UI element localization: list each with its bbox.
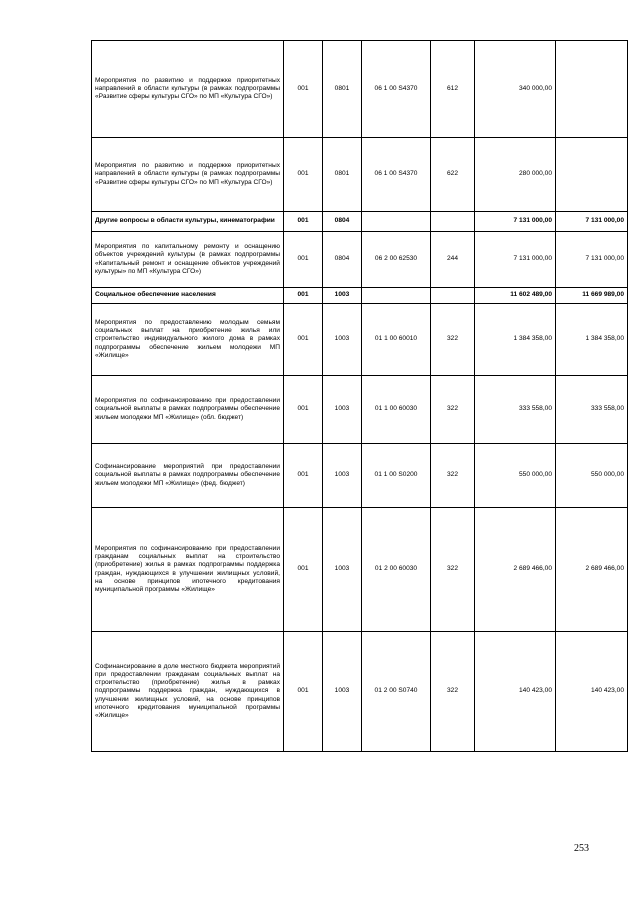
target-article-cell: 01 1 00 60010: [362, 304, 431, 376]
expense-type-cell: [431, 288, 475, 304]
ministry-code-cell: 001: [284, 304, 323, 376]
expense-type-cell: 322: [431, 632, 475, 752]
expense-type-cell: 322: [431, 376, 475, 444]
amount-cell: 333 558,00: [475, 376, 556, 444]
target-article-cell: 06 2 00 62530: [362, 232, 431, 288]
table-row: [92, 212, 628, 232]
row-name-cell: Мероприятия по развитию и поддержке приоритетных направлений в области культуры (в рамках подпрограммы «Развитие сферы культуры СГО» по МП «Культура СГО»): [92, 138, 284, 212]
table-row: [92, 232, 628, 288]
amount-cell-2: 7 131 000,00: [556, 232, 628, 288]
row-name-cell: Мероприятия по развитию и поддержке приоритетных направлений в области культуры (в рамках подпрограммы «Развитие сферы культуры СГО» по МП «Культура СГО»): [92, 41, 284, 138]
table-row: [92, 288, 628, 304]
ministry-code-cell: 001: [284, 444, 323, 508]
row-name-cell: Мероприятия по софинансированию при предоставлении социальной выплаты в рамках подпрограммы обеспечение жильем молодежи МП «Жилище» (обл. бюджет): [92, 376, 284, 444]
amount-cell-2: [556, 138, 628, 212]
section-code-cell: 1003: [323, 288, 362, 304]
amount-cell-2: 1 384 358,00: [556, 304, 628, 376]
expense-type-cell: 322: [431, 444, 475, 508]
row-name-cell: Софинансирование мероприятий при предоставлении социальной выплаты в рамках подпрограммы обеспечение жильем молодежи МП «Жилище» (фед. бюджет): [92, 444, 284, 508]
ministry-code-cell: 001: [284, 41, 323, 138]
expense-type-cell: 322: [431, 304, 475, 376]
table-row: [92, 138, 628, 212]
table-row: [92, 304, 628, 376]
ministry-code-cell: 001: [284, 632, 323, 752]
amount-cell-2: 140 423,00: [556, 632, 628, 752]
expense-type-cell: 622: [431, 138, 475, 212]
table-row: [92, 376, 628, 444]
target-article-cell: 01 1 00 S0200: [362, 444, 431, 508]
amount-cell-2: 333 558,00: [556, 376, 628, 444]
target-article-cell: 01 1 00 60030: [362, 376, 431, 444]
ministry-code-cell: 001: [284, 508, 323, 632]
ministry-code-cell: 001: [284, 376, 323, 444]
amount-cell-2: 7 131 000,00: [556, 212, 628, 232]
target-article-cell: 06 1 00 S4370: [362, 41, 431, 138]
row-name-cell: Социальное обеспечение населения: [92, 288, 284, 304]
ministry-code-cell: 001: [284, 232, 323, 288]
section-code-cell: 0801: [323, 41, 362, 138]
section-code-cell: 1003: [323, 508, 362, 632]
amount-cell-2: 11 669 989,00: [556, 288, 628, 304]
section-code-cell: 0801: [323, 138, 362, 212]
target-article-cell: 01 2 00 S0740: [362, 632, 431, 752]
amount-cell: 7 131 000,00: [475, 232, 556, 288]
row-name-cell: Мероприятия по капитальному ремонту и оснащению объектов учреждений культуры (в рамках подпрограммы «Капитальный ремонт и оснащение объектов учреждений культуры» по МП «Культура СГО»): [92, 232, 284, 288]
target-article-cell: [362, 212, 431, 232]
target-article-cell: 06 1 00 S4370: [362, 138, 431, 212]
table-row: [92, 41, 628, 138]
target-article-cell: 01 2 00 60030: [362, 508, 431, 632]
expense-type-cell: [431, 212, 475, 232]
amount-cell: 7 131 000,00: [475, 212, 556, 232]
row-name-cell: Мероприятия по софинансированию при предоставлении гражданам социальных выплат на строительство (приобретение) жилья в рамках подпрограммы поддержка граждан, нуждающихся в улучшении жилищных условий, на основе принципов ипотечного кредитования муниципальной программы «Жилище»: [92, 508, 284, 632]
table-row: [92, 508, 628, 632]
section-code-cell: 1003: [323, 632, 362, 752]
budget-table: [91, 40, 628, 752]
amount-cell: 1 384 358,00: [475, 304, 556, 376]
row-name-cell: Другие вопросы в области культуры, кинематографии: [92, 212, 284, 232]
row-name-cell: Софинансирование в доле местного бюджета мероприятий при предоставлении гражданам социальных выплат на строительство (приобретение) жилья в рамках подпрограммы поддержка граждан, нуждающихся в улучшении жилищных условий, на основе принципов ипотечного кредитования муниципальной программы «Жилище»: [92, 632, 284, 752]
page-number: 253: [574, 843, 589, 854]
amount-cell: 550 000,00: [475, 444, 556, 508]
section-code-cell: 1003: [323, 304, 362, 376]
row-name-cell: Мероприятия по предоставлению молодым семьям социальных выплат на приобретение жилья или строительство индивидуального жилого дома в рамках подпрограммы обеспечение жильем молодежи МП «Жилище»: [92, 304, 284, 376]
amount-cell-2: 550 000,00: [556, 444, 628, 508]
amount-cell: 2 689 466,00: [475, 508, 556, 632]
amount-cell-2: 2 689 466,00: [556, 508, 628, 632]
section-code-cell: 1003: [323, 376, 362, 444]
section-code-cell: 0804: [323, 232, 362, 288]
budget-table-body: [92, 41, 628, 752]
amount-cell: 280 000,00: [475, 138, 556, 212]
amount-cell-2: [556, 41, 628, 138]
table-row: [92, 444, 628, 508]
section-code-cell: 0804: [323, 212, 362, 232]
expense-type-cell: 612: [431, 41, 475, 138]
ministry-code-cell: 001: [284, 288, 323, 304]
amount-cell: 340 000,00: [475, 41, 556, 138]
expense-type-cell: 244: [431, 232, 475, 288]
table-row: [92, 632, 628, 752]
expense-type-cell: 322: [431, 508, 475, 632]
target-article-cell: [362, 288, 431, 304]
amount-cell: 140 423,00: [475, 632, 556, 752]
ministry-code-cell: 001: [284, 138, 323, 212]
ministry-code-cell: 001: [284, 212, 323, 232]
amount-cell: 11 602 489,00: [475, 288, 556, 304]
section-code-cell: 1003: [323, 444, 362, 508]
